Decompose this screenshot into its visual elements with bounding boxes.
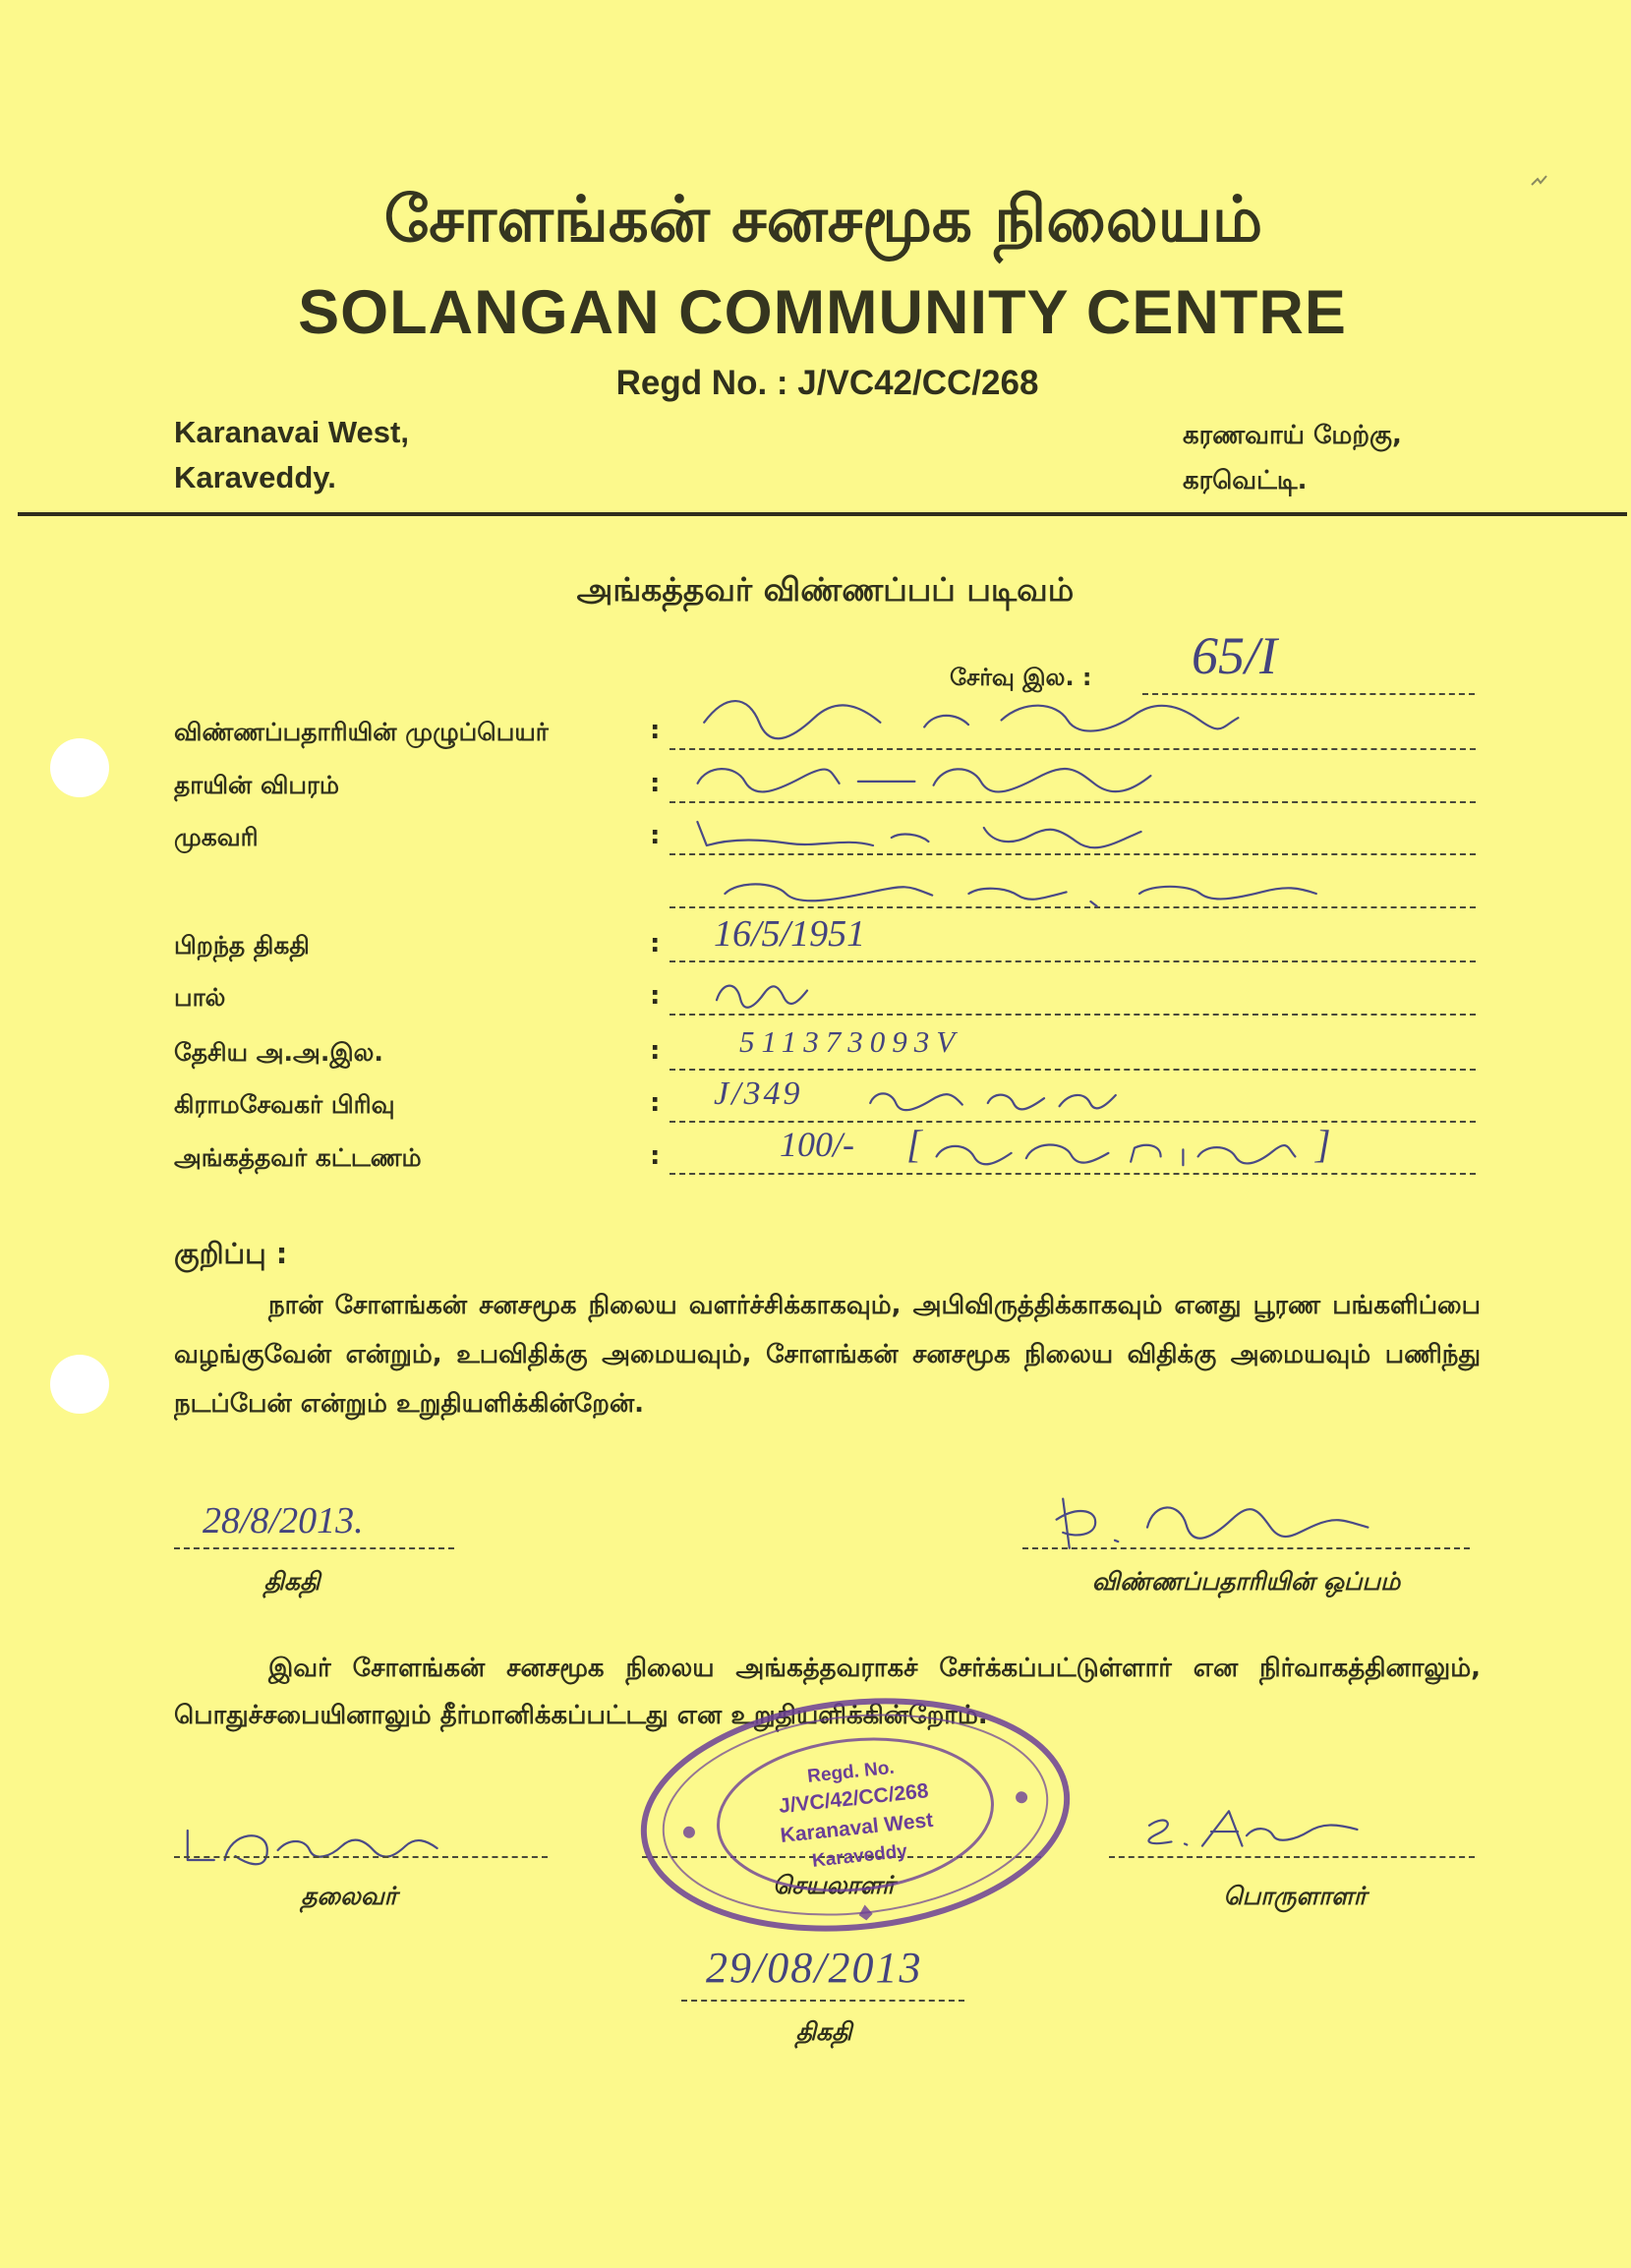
field-value-membership-fee: 100/- <box>780 1125 854 1164</box>
title-tamil: சோளங்கன் சனசமூக நிலையம் <box>383 183 1263 257</box>
field-value-nic: 511373093V <box>739 1024 962 1059</box>
declaration-date-value: 28/8/2013. <box>203 1500 364 1541</box>
approval-date-label: திகதி <box>795 2017 852 2046</box>
president-signature <box>177 1821 442 1870</box>
handwritten-sex <box>713 973 811 1013</box>
punch-hole-top <box>50 738 109 797</box>
stamp-line-regd: Regd. No. <box>806 1757 896 1787</box>
address-english-line-1: Karanavai West, <box>174 415 409 449</box>
treasurer-signature-line <box>1109 1856 1475 1858</box>
handwritten-address-line-1 <box>688 808 1150 857</box>
declaration-date-label: திகதி <box>263 1567 320 1596</box>
approval-date-line <box>681 2000 964 2002</box>
handwritten-gs-division-name <box>865 1079 1121 1119</box>
field-label-nic: தேசிய அ.அ.இல. <box>174 1038 383 1067</box>
field-value-gs-division: J/349 <box>714 1076 803 1112</box>
stamp-line-number: J/VC/42/CC/268 <box>778 1779 930 1819</box>
punch-hole-bottom <box>50 1355 109 1414</box>
address-english-line-2: Karaveddy. <box>174 460 336 494</box>
stamp-dot-left <box>682 1826 695 1838</box>
field-line-full-name <box>670 748 1476 750</box>
handwritten-address-line-2 <box>713 870 1322 909</box>
applicant-signature-line <box>1022 1547 1470 1549</box>
fee-bracket-close: ] <box>1315 1122 1331 1166</box>
field-colon: : <box>650 981 661 1011</box>
applicant-signature-label: விண்ணப்பதாரியின் ஒப்பம் <box>1091 1567 1401 1596</box>
address-tamil-line-2: கரவெட்டி. <box>1183 466 1308 495</box>
field-colon: : <box>650 1141 661 1171</box>
serial-value: 65/I <box>1192 626 1277 685</box>
field-line-nic <box>670 1069 1476 1071</box>
header-divider <box>18 512 1627 516</box>
field-colon: : <box>650 1088 661 1118</box>
approval-paragraph: இவர் சோளங்கன் சனசமூக நிலைய அங்கத்தவராகச் சேர்க்கப்பட்டுள்ளார் என நிர்வாகத்தினாலும், பொதுச்சபையினாலும் தீர்மானிக்கப்பட்டது என உறுதியளிக்கின்றோம். <box>174 1654 1481 1730</box>
declaration-date-line <box>174 1547 454 1549</box>
field-colon: : <box>650 769 661 798</box>
approval-date-value: 29/08/2013 <box>706 1944 923 1992</box>
address-tamil-line-1: கரணவாய் மேற்கு, <box>1183 421 1402 450</box>
handwritten-mother-details <box>688 755 1160 802</box>
field-label-sex: பால் <box>174 983 226 1012</box>
field-label-mother-details: தாயின் விபரம் <box>174 771 340 799</box>
field-label-full-name: விண்ணப்பதாரியின் முழுப்பெயர் <box>174 718 549 746</box>
applicant-signature <box>1050 1488 1374 1553</box>
stamp-line-place: Karanaval West <box>779 1808 935 1848</box>
treasurer-label: பொருளாளர் <box>1223 1882 1367 1910</box>
treasurer-signature <box>1140 1805 1362 1856</box>
note-label: குறிப்பு : <box>174 1237 288 1270</box>
field-label-membership-fee: அங்கத்தவர் கட்டணம் <box>174 1143 422 1172</box>
field-label-date-of-birth: பிறந்த திகதி <box>174 931 310 960</box>
note-paragraph: நான் சோளங்கன் சனசமூக நிலைய வளர்ச்சிக்காகவும், அபிவிருத்திக்காகவும் எனது பூரண பங்களிப்பை வழங்குவேன் என்றும், உபவிதிக்கு அமையவும், சோளங்கன் சனசமூக நிலைய விதிக்கு அமையவும் பணிந்து நடப்பேன் என்றும் உறுதியளிக்கின்றேன். <box>174 1291 1481 1419</box>
field-line-date-of-birth <box>670 960 1476 962</box>
field-line-gs-division <box>670 1121 1476 1123</box>
field-line-sex <box>670 1014 1476 1016</box>
serial-label: சேர்வு இல. : <box>950 664 1092 691</box>
field-label-gs-division: கிராமசேவகர் பிரிவு <box>174 1090 395 1119</box>
title-english: SOLANGAN COMMUNITY CENTRE <box>298 278 1347 347</box>
field-label-address: முகவரி <box>174 823 259 851</box>
field-colon: : <box>650 1036 661 1066</box>
stamp-line-town: Karaveddy <box>811 1840 908 1872</box>
field-colon: : <box>650 716 661 745</box>
president-signature-line <box>174 1856 548 1858</box>
form-title: அங்கத்தவர் விண்ணப்பப் படிவம் <box>576 570 1075 609</box>
handwritten-full-name <box>693 688 1244 745</box>
field-colon: : <box>650 821 661 850</box>
secretary-label: செயலாளர் <box>772 1871 896 1899</box>
registration-number: Regd No. : J/VC42/CC/268 <box>615 364 1039 402</box>
handwritten-fee-words <box>929 1131 1303 1174</box>
field-value-date-of-birth: 16/5/1951 <box>714 913 866 955</box>
community-centre-stamp <box>626 1674 1085 1954</box>
field-colon: : <box>650 929 661 959</box>
fee-bracket-open: [ <box>906 1122 922 1166</box>
president-label: தலைவர் <box>301 1882 397 1910</box>
stamp-dot-right <box>1015 1791 1027 1804</box>
